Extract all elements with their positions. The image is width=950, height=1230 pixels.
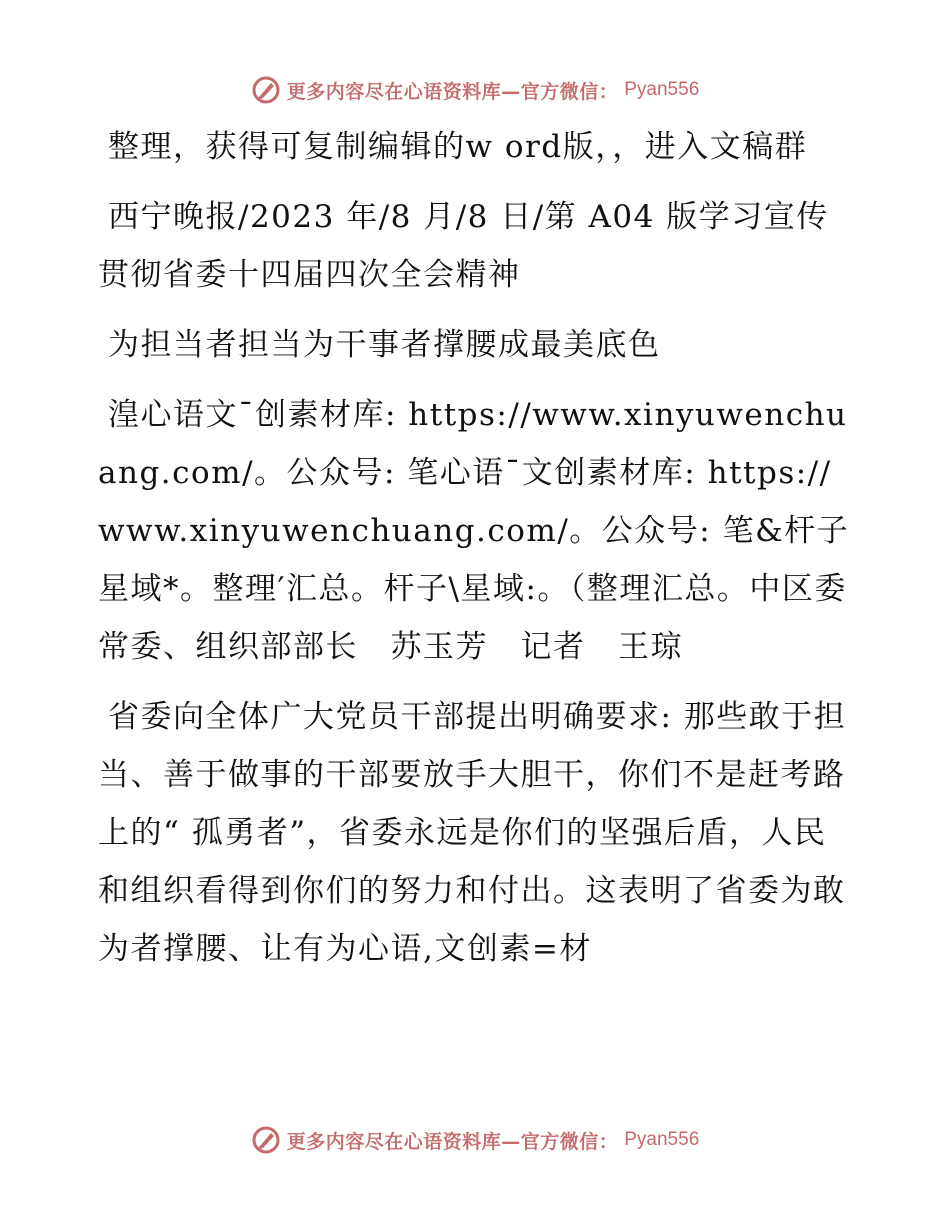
article-title: 为担当者担当为干事者撑腰成最美底色 xyxy=(108,327,661,363)
banner-wechat-id: Pyan556 xyxy=(624,79,700,100)
pen-seal-logo-icon xyxy=(251,1125,281,1155)
footer-banner xyxy=(0,1120,950,1160)
paragraph-byline: 湟心语文¯创素材库: https://www.xinyuwenchuang.com/。公众号: 笔心语¯文创素材库: https://www.xinyuwenchuang.com/。公众号: 笔&杆子星域*。整理′汇总。杆子\星域:。（整理汇总。中区委常委、组织部部长 苏玉芳 记者 王琼 xyxy=(98,397,850,665)
banner-slogan: 更多内容尽在心语资料库—官方微信： xyxy=(286,1130,619,1153)
pen-seal-logo-icon xyxy=(251,75,281,105)
banner-wechat-id: Pyan556 xyxy=(624,1129,700,1150)
paragraph-body: 省委向全体广大党员干部提出明确要求: 那些敢于担当、善于做事的干部要放手大胆干，你们不是赶考路上的“ 孤勇者”，省委永远是你们的坚强后盾，人民和组织看得到你们的努力和付出。这表明了省委为敢为者撑腰、让有为心语,文创素=材 xyxy=(98,699,847,967)
paragraph-intro: 整理，获得可复制编辑的w ord版，，进入文稿群 xyxy=(108,129,808,165)
banner-slogan: 更多内容尽在心语资料库—官方微信： xyxy=(286,80,619,103)
paragraph-source: 西宁晚报/2023 年/8 月/8 日/第 A04 版学习宣传贯彻省委十四届四次全会精神 xyxy=(98,199,829,293)
header-banner xyxy=(0,70,950,110)
document-body xyxy=(98,118,850,990)
